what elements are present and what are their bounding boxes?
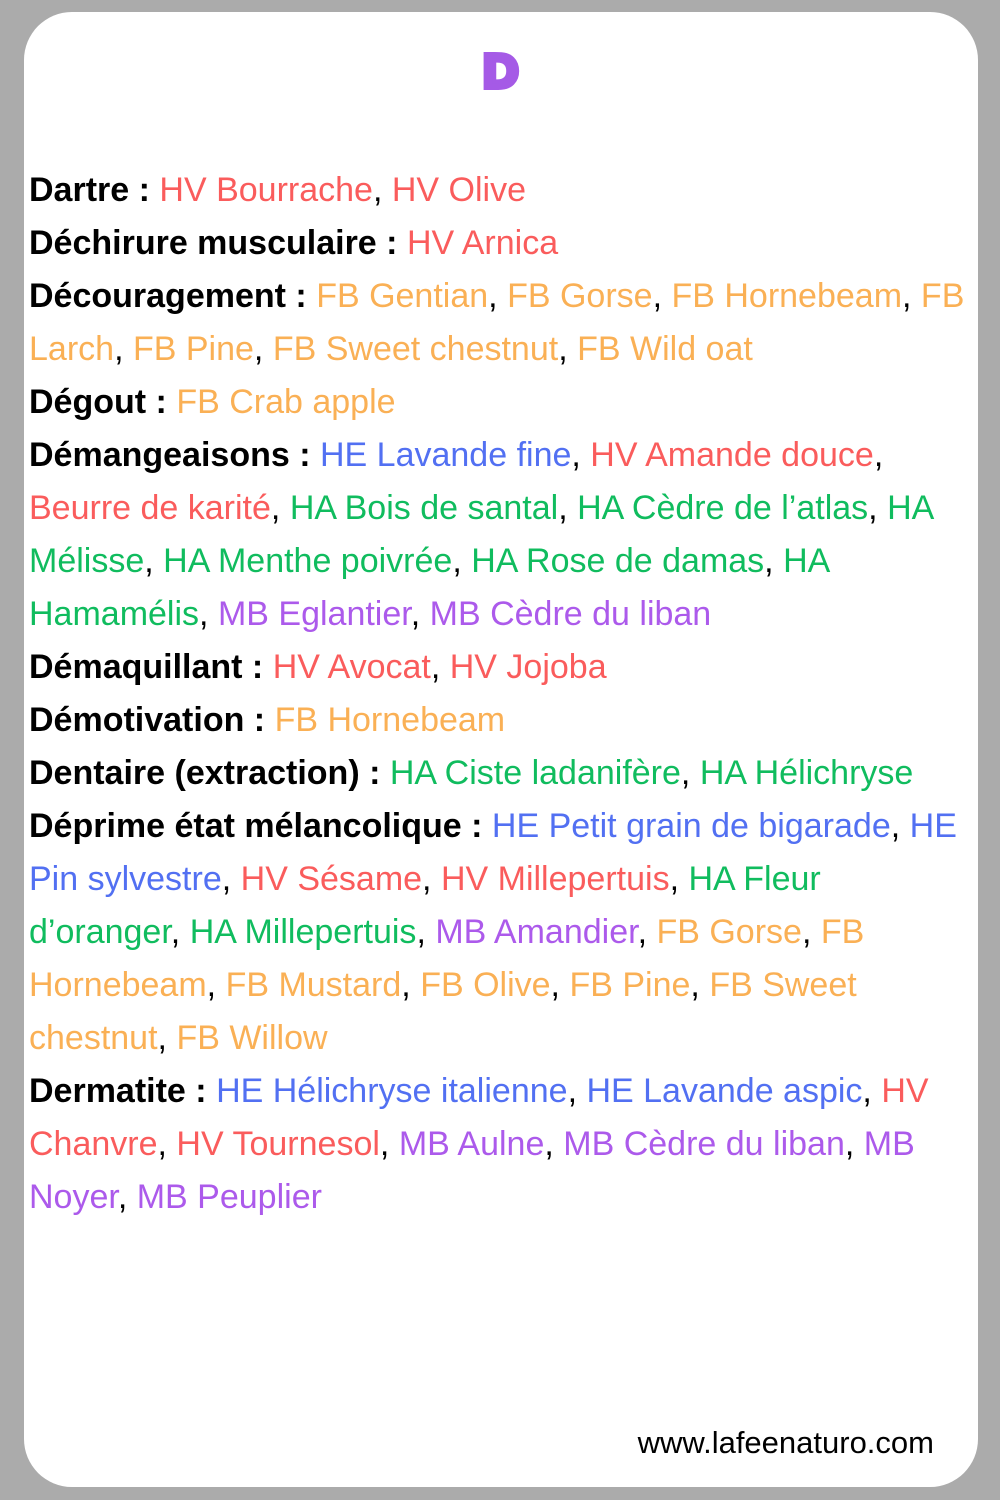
separator: , [890,807,910,845]
entry-term: Dartre : [29,171,150,209]
separator: , [558,330,578,368]
remedy-fb: FB Hornebeam [29,913,865,1004]
separator: , [416,913,436,951]
remedy-ha: HA Hamamélis [29,542,829,633]
separator: , [144,542,164,580]
remedy-he: HE Petit grain de bigarade [491,807,891,845]
separator: , [379,1125,399,1163]
entry [29,800,973,1065]
remedy-ha: HA Ciste ladanifère [389,754,681,792]
entry [29,164,973,217]
separator: , [422,860,441,898]
separator: , [452,542,472,580]
remedy-hv: HV Olive [391,171,526,209]
separator: , [253,330,273,368]
separator: , [117,1178,137,1216]
remedy-ha: HA Menthe poivrée [163,542,453,580]
separator: , [270,489,290,527]
separator: , [669,860,689,898]
remedy-fb: FB Pine [132,330,254,368]
remedy-fb: FB Willow [176,1019,328,1057]
remedy-mb: MB Aulne [398,1125,545,1163]
separator: , [488,277,508,315]
remedy-ha: HA Mélisse [29,489,933,580]
remedy-he: HE Lavande aspic [586,1072,863,1110]
remedy-fb: FB Gorse [656,913,802,951]
remedy-fb: FB Olive [420,966,551,1004]
remedy-hv: HV Amande douce [590,436,874,474]
separator: , [873,436,884,474]
remedy-fb: FB Hornebeam [274,701,506,739]
entry-term: Dermatite : [29,1072,207,1110]
remedy-fb: FB Wild oat [577,330,753,368]
remedy-fb: FB Gorse [507,277,653,315]
remedy-ha: HA Fleur d’oranger [29,860,821,951]
remedy-hv: HV Avocat [272,648,431,686]
separator: , [170,913,190,951]
entry-term: Dégout : [29,383,167,421]
card [24,12,978,1487]
separator: , [410,595,430,633]
remedy-fb: FB Mustard [225,966,402,1004]
separator: , [558,489,578,527]
remedy-hv: HV Jojoba [449,648,607,686]
separator: , [430,648,450,686]
entry-term: Démangeaisons : [29,436,311,474]
separator: , [637,913,657,951]
remedy-mb: MB Cèdre du liban [563,1125,845,1163]
remedy-hv: HV Chanvre [29,1072,929,1163]
separator: , [571,436,591,474]
separator: , [157,1019,177,1057]
remedy-ha: HA Cèdre de l’atlas [577,489,869,527]
separator: , [567,1072,587,1110]
entry-term: Démaquillant : [29,648,264,686]
entry [29,429,973,641]
entry [29,376,973,429]
separator: , [372,171,392,209]
separator: , [114,330,133,368]
separator: , [157,1125,177,1163]
remedy-mb: MB Eglantier [217,595,411,633]
remedy-fb: FB Sweet chestnut [272,330,559,368]
separator: , [868,489,888,527]
remedy-ha: HA Millepertuis [189,913,417,951]
separator: , [801,913,821,951]
remedy-mb: MB Peuplier [136,1178,322,1216]
remedy-hv: Beurre de karité [29,489,271,527]
entry [29,694,973,747]
remedy-ha: HA Bois de santal [289,489,559,527]
separator: , [862,1072,882,1110]
separator: , [764,542,784,580]
separator: , [844,1125,864,1163]
separator: , [544,1125,564,1163]
separator: , [550,966,570,1004]
remedy-fb: FB Gentian [316,277,489,315]
remedy-hv: HV Bourrache [159,171,373,209]
separator: , [902,277,921,315]
remedy-fb: FB Hornebeam [671,277,903,315]
separator: , [401,966,421,1004]
entry-term: Déchirure musculaire : [29,224,398,262]
entry-term: Déprime état mélancolique : [29,807,483,845]
remedy-ha: HA Hélichryse [699,754,914,792]
remedy-fb: FB Larch [29,277,965,368]
separator: , [680,754,700,792]
remedy-hv: HV Sésame [240,860,423,898]
entry-term: Dentaire (extraction) : [29,754,381,792]
entry [29,217,973,270]
remedy-hv: HV Millepertuis [440,860,670,898]
entry-term: Découragement : [29,277,307,315]
separator: , [206,966,226,1004]
separator: , [221,860,241,898]
remedy-mb: MB Cèdre du liban [429,595,712,633]
remedy-he: HE Pin sylvestre [29,807,957,898]
entries [29,164,973,1224]
remedy-he: HE Lavande fine [319,436,572,474]
entry [29,641,973,694]
remedy-mb: MB Noyer [29,1125,915,1216]
separator: , [199,595,218,633]
remedy-fb: FB Sweet chestnut [29,966,857,1057]
separator: , [652,277,672,315]
entry [29,1065,973,1224]
remedy-hv: HV Tournesol [176,1125,380,1163]
remedy-hv: HV Arnica [406,224,559,262]
section-letter: D [481,45,521,99]
remedy-he: HE Hélichryse italienne [216,1072,568,1110]
remedy-fb: FB Pine [569,966,691,1004]
remedy-fb: FB Crab apple [176,383,396,421]
separator: , [690,966,710,1004]
remedy-ha: HA Rose de damas [471,542,765,580]
website-url: www.lafeenaturo.com [637,1425,934,1460]
entry [29,747,973,800]
remedy-mb: MB Amandier [435,913,638,951]
entry-term: Démotivation : [29,701,266,739]
entry [29,270,973,376]
